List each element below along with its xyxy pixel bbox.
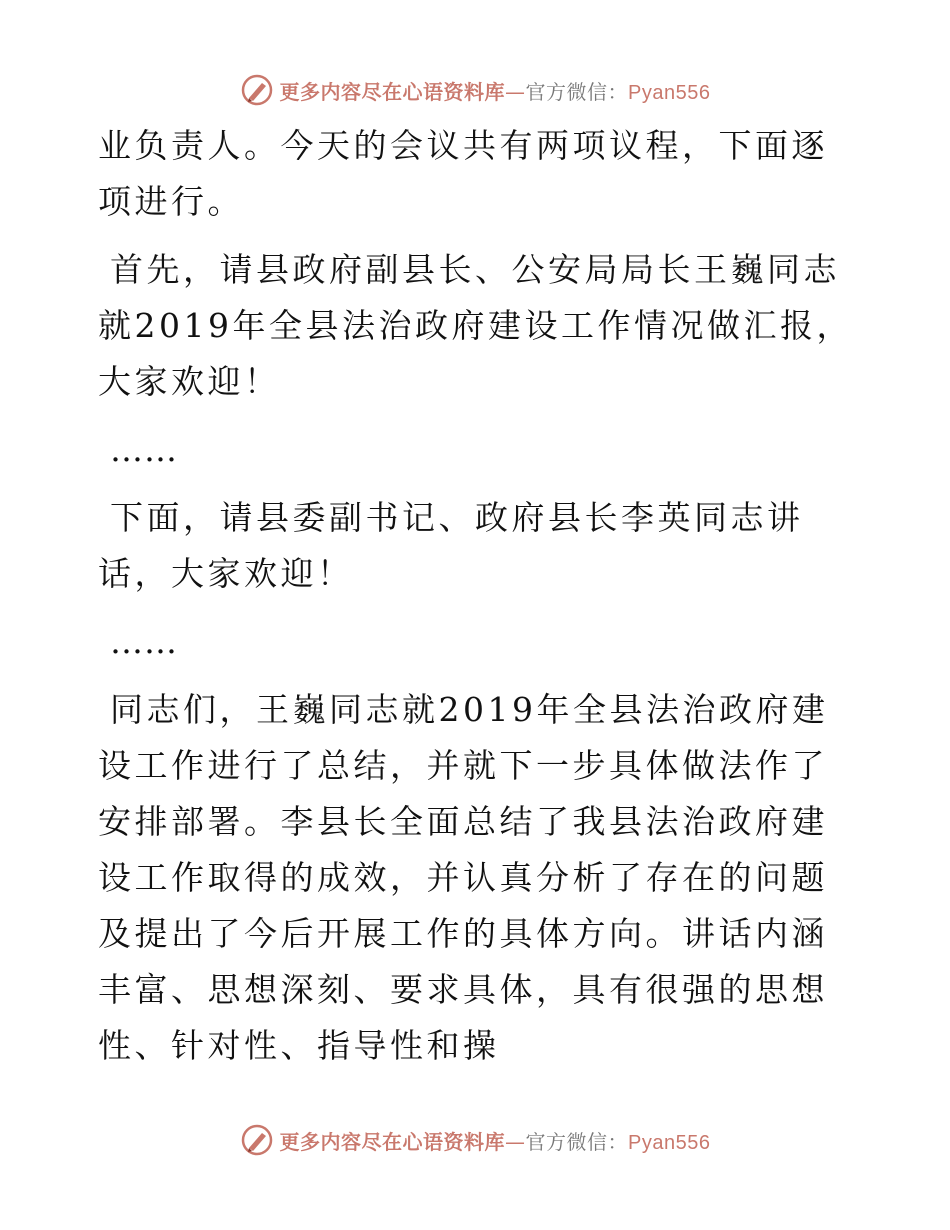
watermark-main: 更多内容尽在心语资料库 xyxy=(279,79,506,104)
header-watermark xyxy=(0,70,950,110)
paragraph-4: 同志们，王巍同志就2019年全县法治政府建设工作进行了总结，并就下一步具体做法作了安排部署。李县长全面总结了我县法治政府建设工作取得的成效，并认真分析了存在的问题及提出了今后开展工作的具体方向。讲话内涵丰富、思想深刻、要求具体，具有很强的思想性、针对性、指导性和操 xyxy=(98,690,829,1065)
watermark-id: Pyan556 xyxy=(628,1131,711,1154)
watermark-dash: — xyxy=(505,79,526,104)
footer-watermark xyxy=(0,1120,950,1160)
watermark-sub: 官方微信： xyxy=(525,1129,629,1154)
watermark-text xyxy=(280,76,711,105)
watermark-sub: 官方微信： xyxy=(525,79,629,104)
paragraph-1: 业负责人。今天的会议共有两项议程，下面逐项进行。 xyxy=(98,126,828,221)
paragraph-3: 下面，请县委副书记、政府县长李英同志讲话，大家欢迎！ xyxy=(98,498,804,593)
watermark-main: 更多内容尽在心语资料库 xyxy=(279,1129,506,1154)
pen-logo-icon xyxy=(240,1123,274,1157)
paragraph-2: 首先，请县政府副县长、公安局局长王巍同志就2019年全县法治政府建设工作情况做汇报，大家欢迎！ xyxy=(98,250,853,401)
watermark-id: Pyan556 xyxy=(628,81,711,104)
watermark-dash: — xyxy=(505,1129,526,1154)
watermark-text xyxy=(280,1126,711,1155)
document-body xyxy=(98,118,858,1086)
pen-logo-icon xyxy=(240,73,274,107)
paragraph-ellipsis-1: …… xyxy=(110,430,178,469)
paragraph-ellipsis-2: …… xyxy=(110,622,178,661)
